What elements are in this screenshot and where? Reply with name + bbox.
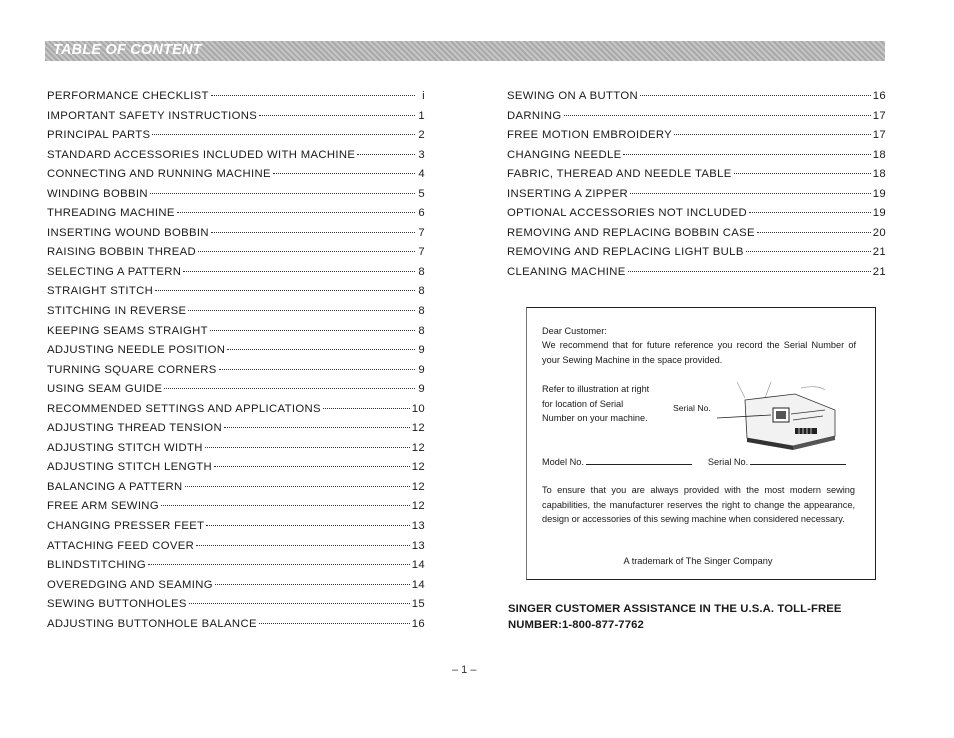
toc-leader-dots bbox=[757, 232, 871, 233]
toc-entry-page: 20 bbox=[872, 226, 886, 239]
toc-entry bbox=[47, 246, 425, 266]
customer-assistance-number: SINGER CUSTOMER ASSISTANCE IN THE U.S.A. TOLL-FREE NUMBER:1-800-877-7762 bbox=[508, 603, 842, 631]
toc-entry-page: 17 bbox=[872, 129, 886, 142]
toc-entry bbox=[507, 266, 886, 286]
toc-entry bbox=[507, 168, 886, 188]
toc-entry bbox=[47, 90, 425, 110]
toc-leader-dots bbox=[215, 584, 410, 585]
toc-entry-page: 6 bbox=[418, 207, 425, 220]
model-number-line bbox=[586, 454, 692, 465]
toc-leader-dots bbox=[219, 369, 415, 370]
toc-leader-dots bbox=[155, 290, 415, 291]
toc-entry-title: THREADING MACHINE bbox=[47, 207, 175, 220]
toc-entry-page: 16 bbox=[411, 617, 425, 630]
toc-column-right bbox=[507, 90, 886, 285]
toc-entry bbox=[47, 403, 425, 423]
toc-leader-dots bbox=[259, 623, 410, 624]
toc-leader-dots bbox=[185, 486, 410, 487]
toc-entry-title: ADJUSTING THREAD TENSION bbox=[47, 422, 222, 435]
toc-leader-dots bbox=[177, 212, 415, 213]
toc-entry-title: SEWING ON A BUTTON bbox=[507, 90, 639, 102]
toc-entry-page: 2 bbox=[418, 129, 425, 142]
toc-leader-dots bbox=[746, 251, 871, 252]
toc-entry-page: 3 bbox=[418, 148, 425, 161]
toc-entry-page: 13 bbox=[411, 520, 425, 533]
toc-entry bbox=[47, 129, 425, 149]
toc-entry-page: 9 bbox=[418, 383, 425, 396]
toc-leader-dots bbox=[674, 134, 871, 135]
toc-entry-title: DARNING bbox=[507, 109, 562, 122]
toc-entry-title: OVEREDGING AND SEAMING bbox=[47, 578, 213, 591]
toc-entry bbox=[507, 207, 886, 227]
notice-refer: Refer to illustration at right for location of Serial Number on your machine. bbox=[542, 384, 650, 423]
toc-entry bbox=[507, 246, 886, 266]
toc-entry-title: FREE MOTION EMBROIDERY bbox=[507, 129, 673, 142]
toc-entry-title: INSERTING A ZIPPER bbox=[507, 187, 628, 200]
serial-number-illustration bbox=[675, 380, 839, 450]
toc-entry bbox=[47, 344, 425, 364]
toc-leader-dots bbox=[210, 330, 415, 331]
toc-entry bbox=[47, 207, 425, 227]
toc-entry-title: IMPORTANT SAFETY INSTRUCTIONS bbox=[47, 109, 258, 122]
toc-entry-title: PRINCIPAL PARTS bbox=[47, 129, 151, 142]
toc-entry bbox=[507, 227, 886, 247]
section-header-bar bbox=[45, 41, 885, 61]
toc-entry-title: ADJUSTING STITCH LENGTH bbox=[47, 461, 212, 474]
toc-entry bbox=[47, 461, 425, 481]
notice-greeting: Dear Customer: bbox=[542, 326, 607, 336]
toc-entry-title: STANDARD ACCESSORIES INCLUDED WITH MACHINE bbox=[47, 148, 356, 161]
toc-entry-title: ADJUSTING STITCH WIDTH bbox=[47, 441, 203, 454]
toc-entry-page: 21 bbox=[872, 246, 886, 259]
model-serial-row bbox=[542, 454, 862, 470]
toc-entry bbox=[47, 168, 425, 188]
toc-entry-title: RECOMMENDED SETTINGS AND APPLICATIONS bbox=[47, 402, 321, 415]
toc-entry bbox=[47, 500, 425, 520]
toc-entry-page: 12 bbox=[411, 422, 425, 435]
toc-entry-page: 4 bbox=[418, 168, 425, 181]
toc-entry bbox=[47, 520, 425, 540]
toc-entry-title: USING SEAM GUIDE bbox=[47, 383, 163, 396]
toc-leader-dots bbox=[734, 173, 871, 174]
model-number-field bbox=[542, 454, 692, 470]
toc-leader-dots bbox=[150, 193, 415, 194]
toc-leader-dots bbox=[148, 564, 410, 565]
toc-entry bbox=[47, 481, 425, 501]
toc-entry-title: REMOVING AND REPLACING LIGHT BULB bbox=[507, 246, 744, 259]
serial-number-line bbox=[750, 454, 846, 465]
toc-leader-dots bbox=[152, 134, 415, 135]
toc-entry-page: 16 bbox=[872, 90, 886, 102]
toc-entry-page: 12 bbox=[411, 500, 425, 513]
toc-entry-page: 19 bbox=[872, 187, 886, 200]
toc-entry-page: 15 bbox=[411, 598, 425, 611]
toc-entry-title: STITCHING IN REVERSE bbox=[47, 305, 187, 318]
toc-entry-page: 21 bbox=[872, 265, 886, 278]
toc-entry-page: 14 bbox=[411, 578, 425, 591]
toc-entry bbox=[47, 559, 425, 579]
toc-entry-title: KEEPING SEAMS STRAIGHT bbox=[47, 324, 208, 337]
toc-entry-page: 19 bbox=[872, 207, 886, 220]
toc-entry bbox=[47, 227, 425, 247]
toc-entry-title: FREE ARM SEWING bbox=[47, 500, 159, 513]
toc-entry-page: 9 bbox=[418, 344, 425, 357]
toc-entry bbox=[47, 110, 425, 130]
toc-entry bbox=[507, 129, 886, 149]
toc-entry-page: 7 bbox=[418, 226, 425, 239]
customer-notice-box bbox=[526, 307, 876, 580]
toc-entry-title: SEWING BUTTONHOLES bbox=[47, 598, 187, 611]
toc-entry-title: PERFORMANCE CHECKLIST bbox=[47, 90, 209, 102]
toc-entry-title: ATTACHING FEED COVER bbox=[47, 539, 195, 552]
toc-leader-dots bbox=[630, 193, 871, 194]
toc-leader-dots bbox=[183, 271, 415, 272]
toc-entry bbox=[47, 579, 425, 599]
serial-number-label: Serial No. bbox=[707, 457, 749, 467]
toc-leader-dots bbox=[206, 525, 409, 526]
toc-leader-dots bbox=[196, 545, 410, 546]
toc-entry-title: FABRIC, THEREAD AND NEEDLE TABLE bbox=[507, 168, 732, 181]
toc-entry-title: CHANGING PRESSER FEET bbox=[47, 520, 205, 533]
toc-entry-page: 18 bbox=[872, 148, 886, 161]
toc-leader-dots bbox=[211, 95, 415, 96]
toc-entry bbox=[47, 540, 425, 560]
toc-leader-dots bbox=[224, 427, 410, 428]
toc-leader-dots bbox=[273, 173, 415, 174]
toc-entry-title: REMOVING AND REPLACING BOBBIN CASE bbox=[507, 226, 755, 239]
toc-entry-title: OPTIONAL ACCESSORIES NOT INCLUDED bbox=[507, 207, 748, 220]
toc-column-left bbox=[47, 90, 425, 637]
page-number: – 1 – bbox=[452, 664, 477, 676]
toc-entry bbox=[47, 305, 425, 325]
toc-leader-dots bbox=[323, 408, 410, 409]
toc-entry bbox=[47, 325, 425, 345]
toc-entry-page: 12 bbox=[411, 461, 425, 474]
toc-entry-page: 12 bbox=[411, 480, 425, 493]
toc-leader-dots bbox=[259, 115, 415, 116]
toc-leader-dots bbox=[214, 466, 410, 467]
toc-leader-dots bbox=[564, 115, 871, 116]
toc-entry bbox=[47, 188, 425, 208]
toc-entry-page: 8 bbox=[418, 265, 425, 278]
toc-entry-page: 12 bbox=[411, 441, 425, 454]
toc-entry-title: ADJUSTING NEEDLE POSITION bbox=[47, 344, 226, 357]
toc-leader-dots bbox=[189, 603, 410, 604]
toc-entry-page: 10 bbox=[411, 402, 425, 415]
toc-entry bbox=[47, 618, 425, 638]
toc-entry-page: 8 bbox=[418, 285, 425, 298]
toc-entry bbox=[47, 285, 425, 305]
toc-leader-dots bbox=[227, 349, 415, 350]
illustration-serial-label: Serial No. bbox=[673, 403, 711, 413]
serial-number-field bbox=[708, 454, 846, 470]
toc-entry-page: 17 bbox=[872, 109, 886, 122]
toc-entry-title: INSERTING WOUND BOBBIN bbox=[47, 226, 209, 239]
toc-leader-dots bbox=[628, 271, 871, 272]
toc-entry-page: 9 bbox=[418, 363, 425, 376]
toc-leader-dots bbox=[188, 310, 415, 311]
toc-entry-page: 18 bbox=[872, 168, 886, 181]
toc-entry-title: BLINDSTITCHING bbox=[47, 559, 147, 572]
toc-leader-dots bbox=[640, 95, 871, 96]
toc-entry bbox=[47, 364, 425, 384]
toc-entry bbox=[47, 598, 425, 618]
notice-intro: We recommend that for future reference you record the Serial Number of your Sewing Machine in the space provided. bbox=[542, 340, 856, 365]
model-number-label: Model No. bbox=[542, 457, 584, 467]
toc-leader-dots bbox=[161, 505, 410, 506]
toc-entry-page: i bbox=[422, 90, 425, 102]
toc-entry-title: RAISING BOBBIN THREAD bbox=[47, 246, 197, 259]
toc-entry-title: CONNECTING AND RUNNING MACHINE bbox=[47, 168, 271, 181]
toc-entry-title: TURNING SQUARE CORNERS bbox=[47, 363, 217, 376]
toc-entry-title: CLEANING MACHINE bbox=[507, 265, 626, 278]
toc-leader-dots bbox=[749, 212, 871, 213]
toc-entry-page: 14 bbox=[411, 559, 425, 572]
notice-disclaimer: To ensure that you are always provided with the most modern sewing capabilities, the manufacturer reserves the right to change the appearance, design or accessories of this sewing machine when considered necessary. bbox=[542, 485, 855, 524]
toc-entry bbox=[47, 422, 425, 442]
toc-entry-page: 13 bbox=[411, 539, 425, 552]
toc-entry-page: 7 bbox=[418, 246, 425, 259]
toc-entry bbox=[47, 442, 425, 462]
toc-entry-title: SELECTING A PATTERN bbox=[47, 265, 182, 278]
toc-leader-dots bbox=[211, 232, 415, 233]
toc-entry-title: ADJUSTING BUTTONHOLE BALANCE bbox=[47, 617, 257, 630]
section-title: TABLE OF CONTENT bbox=[53, 42, 202, 58]
toc-entry-page: 1 bbox=[418, 109, 425, 122]
toc-entry-title: STRAIGHT STITCH bbox=[47, 285, 154, 298]
toc-entry-title: CHANGING NEEDLE bbox=[507, 148, 622, 161]
toc-entry bbox=[47, 149, 425, 169]
toc-leader-dots bbox=[205, 447, 410, 448]
toc-entry-page: 8 bbox=[418, 324, 425, 337]
toc-leader-dots bbox=[198, 251, 415, 252]
toc-entry bbox=[47, 266, 425, 286]
toc-leader-dots bbox=[164, 388, 415, 389]
toc-entry bbox=[507, 110, 886, 130]
toc-entry-page: 5 bbox=[418, 187, 425, 200]
toc-entry bbox=[507, 90, 886, 110]
toc-entry bbox=[507, 149, 886, 169]
toc-entry bbox=[47, 383, 425, 403]
toc-leader-dots bbox=[357, 154, 415, 155]
toc-entry bbox=[507, 188, 886, 208]
toc-leader-dots bbox=[623, 154, 870, 155]
trademark-note: A trademark of The Singer Company bbox=[623, 556, 773, 566]
toc-entry-title: BALANCING A PATTERN bbox=[47, 480, 183, 493]
toc-entry-title: WINDING BOBBIN bbox=[47, 187, 148, 200]
toc-entry-page: 8 bbox=[418, 305, 425, 318]
